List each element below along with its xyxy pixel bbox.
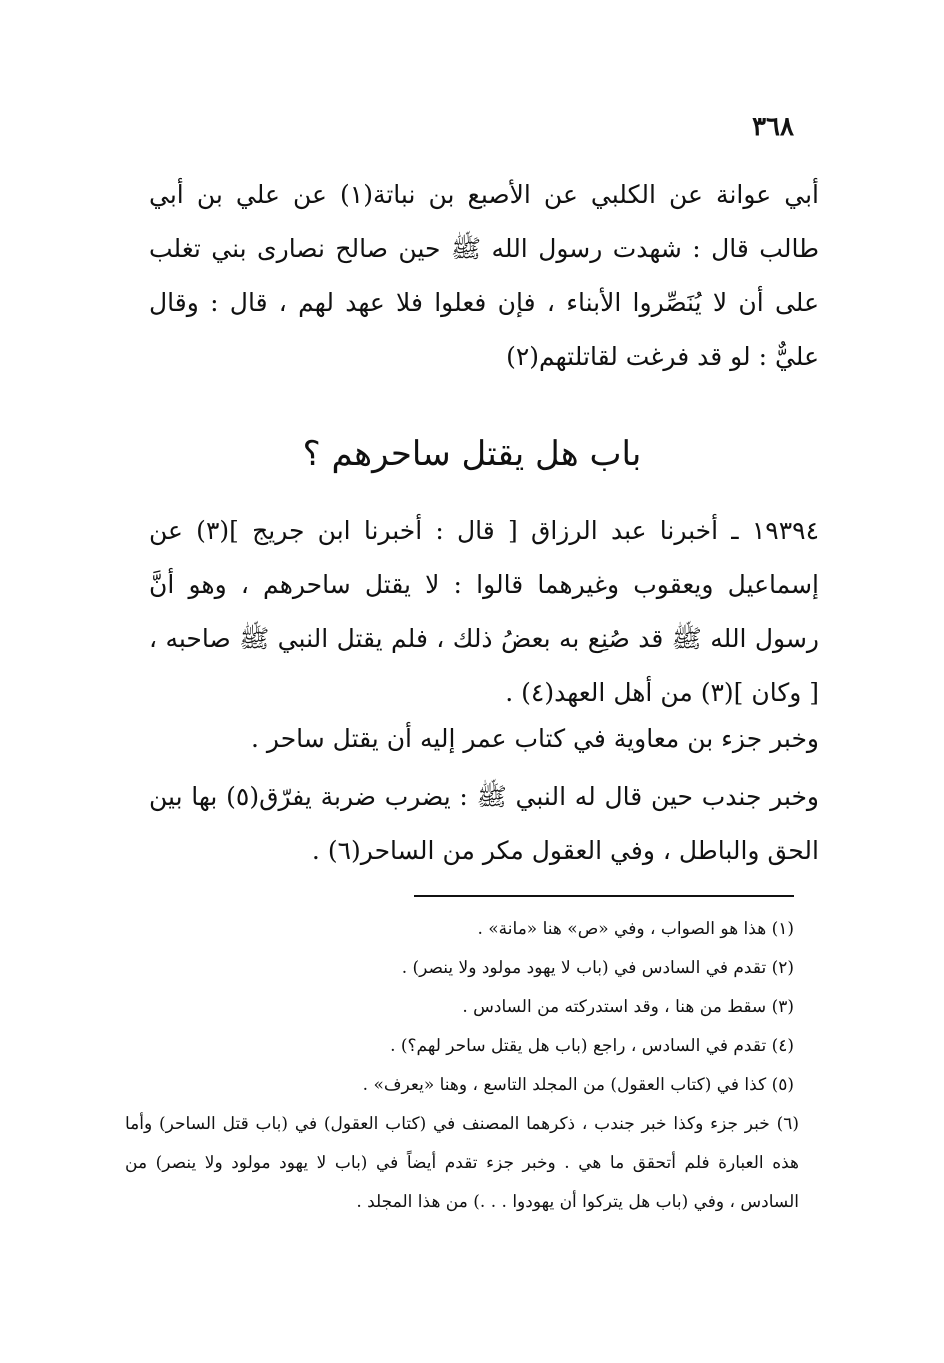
page-number: ٣٦٨ (752, 112, 794, 142)
chapter-title: باب هل يقتل ساحرهم ؟ (302, 434, 642, 474)
report-paragraph-2 (149, 770, 819, 878)
footnote-1: (١) هذا هو الصواب ، وفي «ص» هنا «مانة» . (477, 919, 794, 939)
report-text-2: وخبر جندب حين قال له النبي ﷺ : يضرب ضربة يفرّق(٥) بها بين الحق والباطل ، وفي العقول مكر من الساحر(٦) . (149, 782, 820, 865)
footnotes (125, 910, 799, 1222)
footnote-3: (٣) سقط من هنا ، وقد استدركته من السادس . (462, 997, 794, 1017)
report-paragraph-1 (149, 712, 819, 766)
footnote-6: (٦) خبر جزء وكذا خبر جندب ، ذكرهما المصنف في (كتاب العقول) في (باب قتل الساحر) وأما هذه العبارة فلم أتحقق ما هي . وخبر جزء تقدم أيضاً في (باب لا يهود مولود ولا ينصر) من السادس ، وفي (باب هل يتركوا أن يهودوا . . .) من هذا المجلد . (125, 1114, 799, 1212)
intro-text: أبي عوانة عن الكلبي عن الأصبع بن نباتة(١) عن علي بن أبي طالب قال : شهدت رسول الله ﷺ حين صالح نصارى بني تغلب على أن لا يُنَصِّروا الأبناء ، فإن فعلوا فلا عهد لهم ، قال : وقال عليٌّ : لو قد فرغت لقاتلتهم(٢) (149, 180, 819, 371)
footnote-4: (٤) تقدم في السادس ، راجع (باب هل يقتل ساحر لهم؟) . (390, 1036, 794, 1056)
report-text-1: وخبر جزء بن معاوية في كتاب عمر إليه أن يقتل ساحر . (251, 724, 819, 753)
hadith-paragraph (149, 504, 819, 720)
hadith-text: ١٩٣٩٤ ـ أخبرنا عبد الرزاق [ قال : أخبرنا ابن جريج ](٣) عن إسماعيل ويعقوب وغيرهما قالوا : لا يقتل ساحرهم ، وهو أنَّ رسول الله ﷺ قد صُنِع به بعضُ ذلك ، فلم يقتل النبي ﷺ صاحبه ، [ وكان ](٣) من أهل العهد(٤) . (149, 516, 819, 707)
footnote-5: (٥) كذا في (كتاب العقول) من المجلد التاسع ، وهنا «يعرف» . (362, 1075, 794, 1095)
intro-paragraph (149, 168, 819, 384)
footnote-divider (414, 895, 794, 897)
footnote-2: (٢) تقدم في السادس في (باب لا يهود مولود ولا ينصر) . (401, 958, 794, 978)
